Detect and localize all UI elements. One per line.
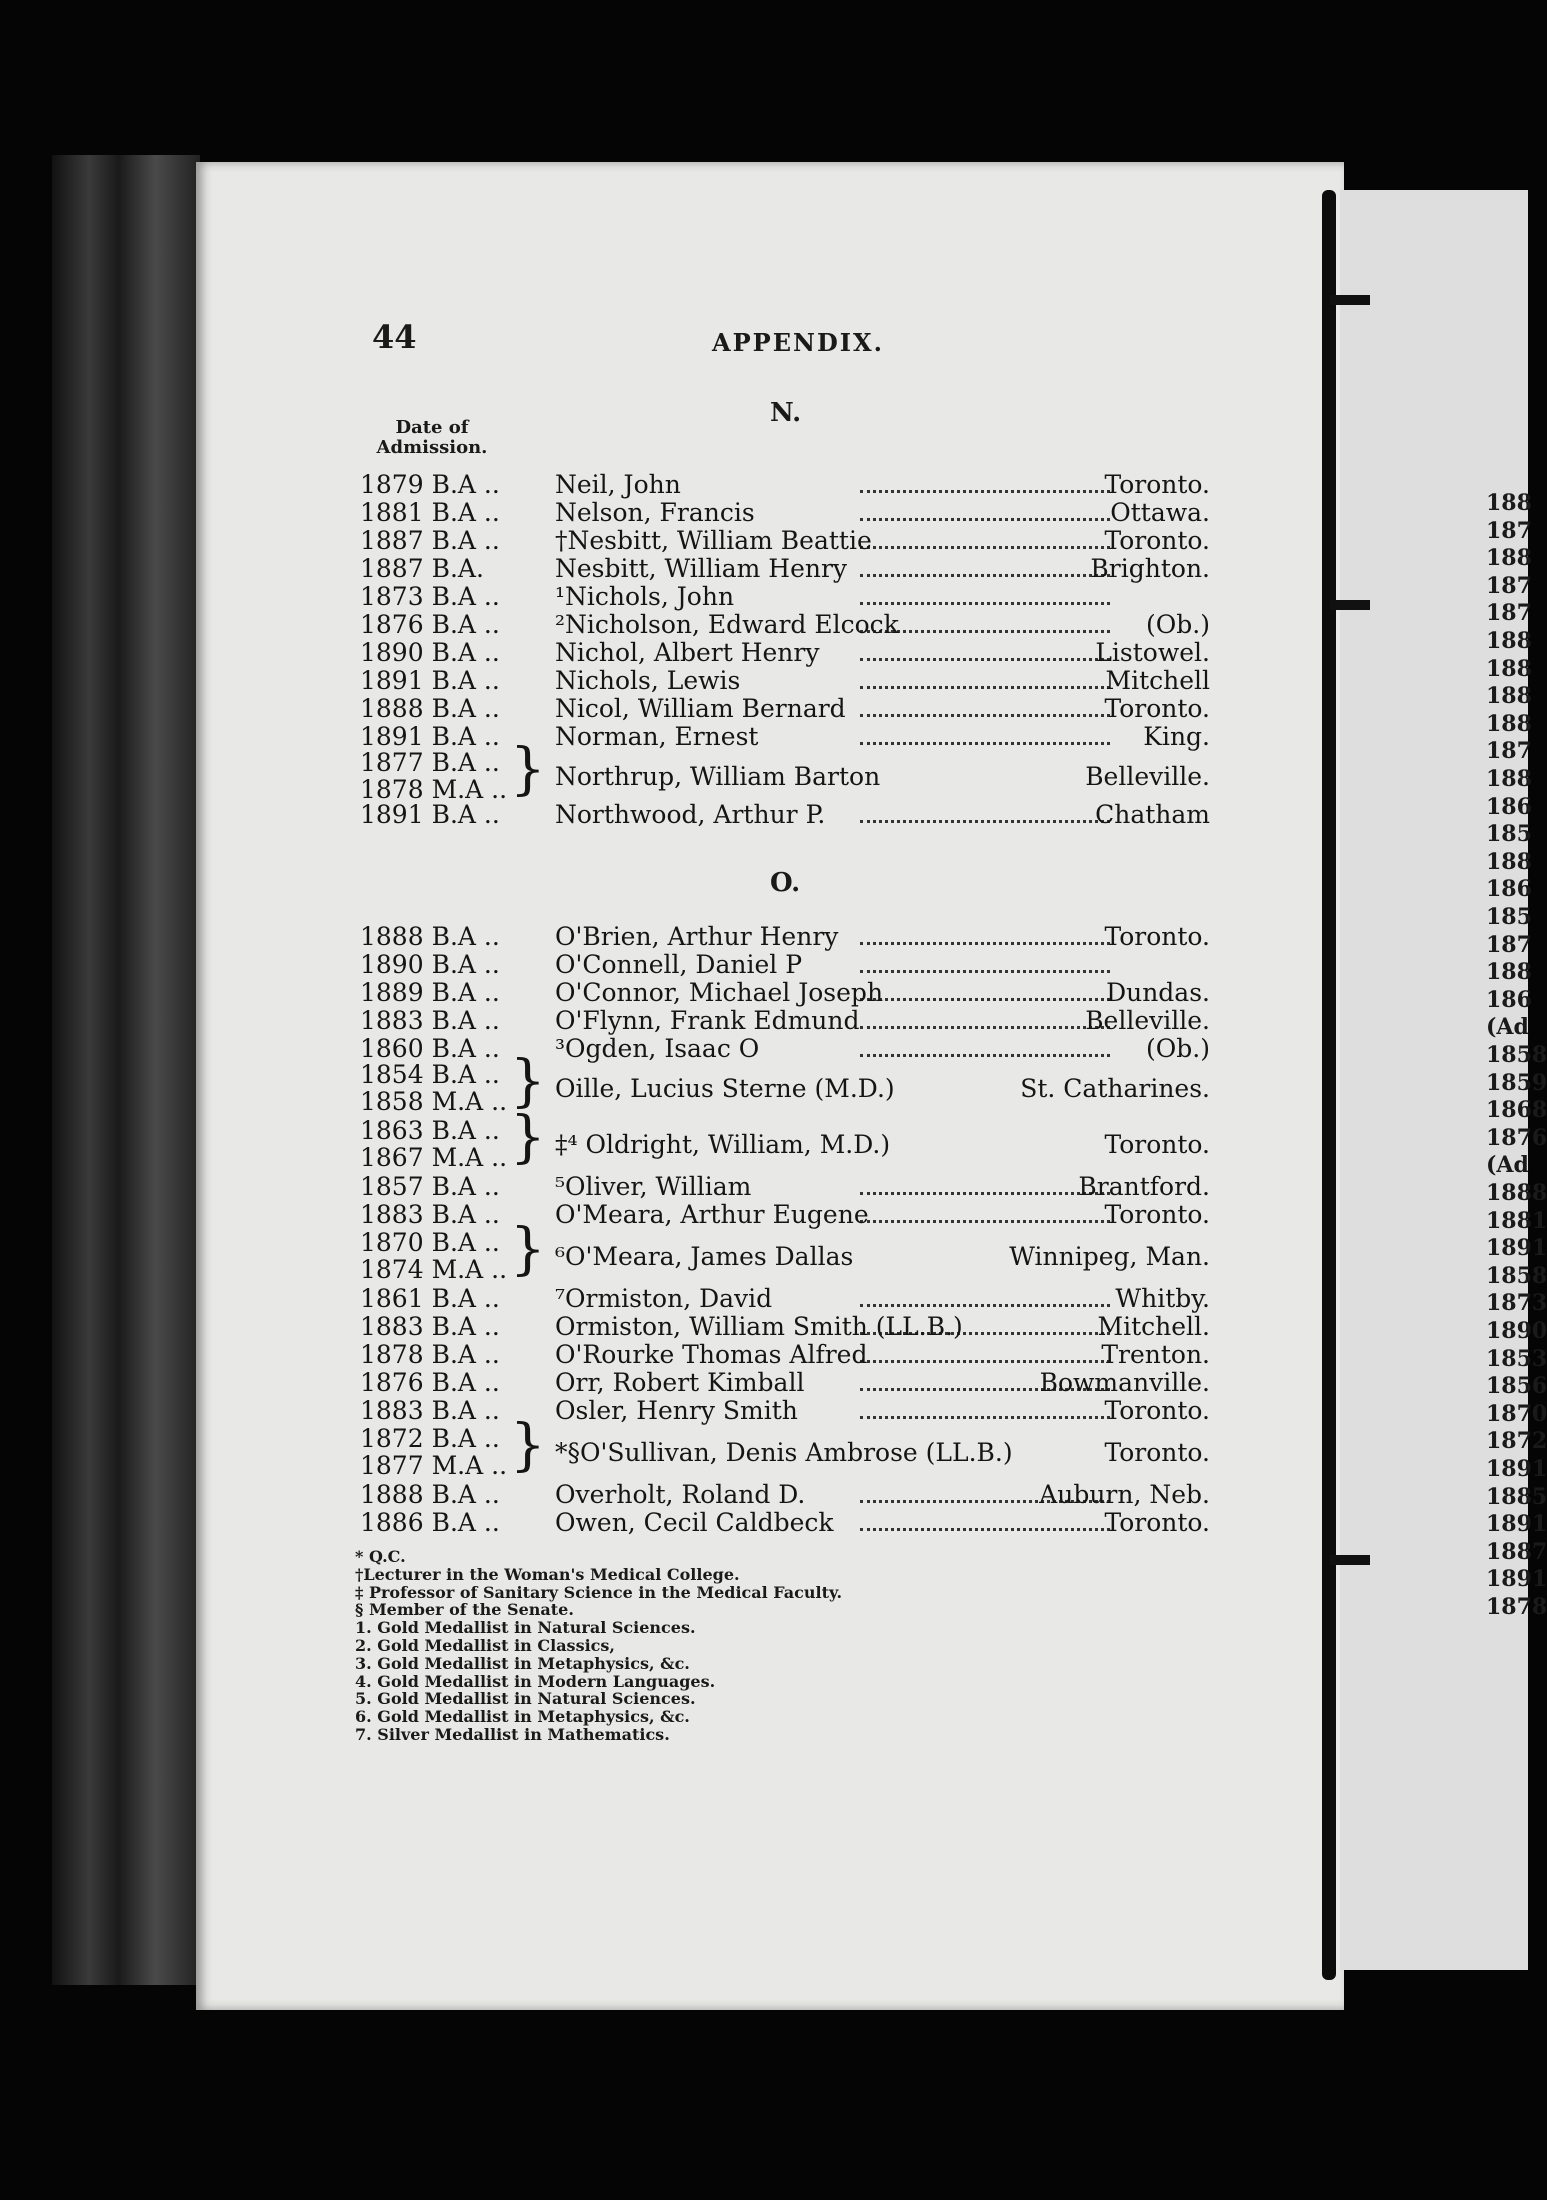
binding-clip bbox=[1330, 1555, 1370, 1565]
entry-name: Owen, Cecil Caldbeck bbox=[555, 1508, 834, 1537]
section-letter-o: O. bbox=[770, 868, 801, 898]
binding-clip bbox=[1330, 600, 1370, 610]
entry-date: 1883 B.A .. bbox=[360, 1312, 500, 1341]
entry-name: Nichol, Albert Henry bbox=[555, 638, 820, 667]
brace-mark: } bbox=[510, 1105, 546, 1170]
entry-name: Nelson, Francis bbox=[555, 498, 755, 527]
entry-name: ⁷Ormiston, David bbox=[555, 1284, 773, 1313]
entry-date: 1858 M.A .. bbox=[360, 1087, 508, 1116]
entry-place: Trenton. bbox=[1101, 1340, 1210, 1369]
brace-mark: } bbox=[510, 1217, 546, 1282]
entry-place: Listowel. bbox=[1095, 638, 1210, 667]
list-entry bbox=[360, 526, 1210, 554]
column-header bbox=[372, 418, 492, 458]
entry-place: Belleville. bbox=[1085, 762, 1210, 791]
right-page-date: 1891 bbox=[1486, 1235, 1547, 1262]
entry-date: 1857 B.A .. bbox=[360, 1172, 500, 1201]
entry-date: 1891 B.A .. bbox=[360, 722, 500, 751]
list-entry bbox=[360, 1312, 1210, 1340]
entry-date: 1886 B.A .. bbox=[360, 1508, 500, 1537]
entry-name: O'Connor, Michael Joseph bbox=[555, 978, 884, 1007]
entry-place: Brighton. bbox=[1090, 554, 1210, 583]
right-page-date: 1878 bbox=[1486, 1594, 1547, 1620]
footnotes bbox=[355, 1548, 842, 1744]
list-entry bbox=[360, 1480, 1210, 1508]
right-page-date: 188 bbox=[1486, 628, 1532, 654]
entry-date: 1888 B.A .. bbox=[360, 694, 500, 723]
right-page-date: 187 bbox=[1486, 931, 1532, 958]
entry-name: Nichols, Lewis bbox=[555, 666, 741, 695]
binding-clip bbox=[1330, 295, 1370, 305]
entry-place: Ottawa. bbox=[1110, 498, 1210, 527]
right-page-date: 1858 bbox=[1486, 1262, 1547, 1289]
list-entry bbox=[360, 554, 1210, 582]
entry-place: Toronto. bbox=[1104, 694, 1210, 723]
footnote-line: 1. Gold Medallist in Natural Sciences. bbox=[355, 1618, 696, 1638]
entry-date: 1883 B.A .. bbox=[360, 1396, 500, 1425]
right-page-date: 1876 bbox=[1486, 1124, 1547, 1151]
entry-date: 1878 M.A .. bbox=[360, 775, 508, 804]
right-page-date: 1888 bbox=[1486, 1180, 1547, 1206]
right-page-date: 186 bbox=[1486, 793, 1532, 820]
running-head: APPENDIX. bbox=[712, 328, 884, 357]
entry-name: Orr, Robert Kimball bbox=[555, 1368, 805, 1397]
entry-place: Toronto. bbox=[1104, 922, 1210, 951]
entry-date: 1860 B.A .. bbox=[360, 1034, 500, 1063]
right-page-date: 1868 bbox=[1486, 1097, 1547, 1124]
footnote-line: 5. Gold Medallist in Natural Sciences. bbox=[355, 1689, 696, 1709]
right-page-date: 1891 bbox=[1486, 1566, 1547, 1593]
footnote-line: 3. Gold Medallist in Metaphysics, &c. bbox=[355, 1653, 690, 1673]
list-entry bbox=[360, 922, 1210, 950]
right-page-date: 1885 bbox=[1486, 1483, 1547, 1510]
entry-place: Auburn, Neb. bbox=[1039, 1480, 1210, 1509]
grouped-entry bbox=[360, 1413, 1210, 1480]
right-page-date: 187 bbox=[1486, 600, 1532, 627]
right-page-date: 1890 bbox=[1486, 1318, 1547, 1344]
grouped-entry bbox=[360, 1217, 1210, 1284]
entry-place: Toronto. bbox=[1104, 1130, 1210, 1159]
list-entry bbox=[360, 470, 1210, 498]
entry-date: 1883 B.A .. bbox=[360, 1006, 500, 1035]
right-page-date: 186 bbox=[1486, 876, 1532, 903]
entry-name: Ormiston, William Smith (LL.B.) bbox=[555, 1312, 963, 1341]
entry-date: 1870 B.A .. bbox=[360, 1228, 500, 1257]
right-page-date: 185 bbox=[1486, 904, 1532, 930]
entry-name: Overholt, Roland D. bbox=[555, 1480, 806, 1509]
entry-date: 1874 M.A .. bbox=[360, 1255, 508, 1284]
entry-name: *§O'Sullivan, Denis Ambrose (LL.B.) bbox=[555, 1438, 1013, 1467]
list-entry bbox=[360, 1508, 1210, 1536]
book-edge bbox=[52, 155, 200, 1985]
grouped-entry bbox=[360, 737, 1210, 804]
list-entry bbox=[360, 610, 1210, 638]
list-entry bbox=[360, 1368, 1210, 1396]
list-entry bbox=[360, 1396, 1210, 1424]
entry-place: Brantford. bbox=[1078, 1172, 1210, 1201]
entry-name: Northrup, William Barton bbox=[555, 762, 881, 791]
right-page-date: 1870 bbox=[1486, 1400, 1547, 1427]
right-page-date: 1853 bbox=[1486, 1345, 1547, 1372]
list-entry bbox=[360, 1200, 1210, 1228]
list-entry bbox=[360, 694, 1210, 722]
list-entry bbox=[360, 722, 1210, 750]
binding-cord bbox=[1322, 190, 1336, 1980]
entry-place: Mitchell bbox=[1105, 666, 1210, 695]
right-page-date: 188 bbox=[1486, 545, 1532, 572]
entry-place: King. bbox=[1143, 722, 1210, 751]
entry-place: Dundas. bbox=[1106, 978, 1210, 1007]
right-page-date: 187 bbox=[1486, 738, 1532, 765]
entry-place: Toronto. bbox=[1104, 1200, 1210, 1229]
entry-date: 1867 M.A .. bbox=[360, 1143, 508, 1172]
entry-place: Winnipeg, Man. bbox=[1009, 1242, 1210, 1271]
grouped-entry bbox=[360, 1105, 1210, 1172]
right-page-date: 187 bbox=[1486, 572, 1532, 599]
entry-name: O'Connell, Daniel P bbox=[555, 950, 803, 979]
footnote-line: 2. Gold Medallist in Classics, bbox=[355, 1635, 615, 1655]
right-page-date: (Ad bbox=[1486, 1014, 1529, 1041]
section-letter-n: N. bbox=[770, 398, 802, 428]
list-entry bbox=[360, 1172, 1210, 1200]
entry-name: ‡⁴ Oldright, William, M.D.) bbox=[555, 1130, 891, 1159]
column-header-line: Date of bbox=[395, 417, 469, 438]
entry-place: Chatham bbox=[1095, 800, 1210, 829]
entry-name: ⁵Oliver, William bbox=[555, 1172, 752, 1201]
entry-place: Toronto. bbox=[1104, 526, 1210, 555]
entry-name: O'Flynn, Frank Edmund bbox=[555, 1006, 860, 1035]
entry-date: 1891 B.A .. bbox=[360, 800, 500, 829]
entry-name: ⁶O'Meara, James Dallas bbox=[555, 1242, 854, 1271]
entry-place: Belleville. bbox=[1085, 1006, 1210, 1035]
entry-name: Nesbitt, William Henry bbox=[555, 554, 848, 583]
entry-name: Northwood, Arthur P. bbox=[555, 800, 826, 829]
entry-name: ²Nicholson, Edward Elcock bbox=[555, 610, 899, 639]
entry-date: 1890 B.A .. bbox=[360, 950, 500, 979]
entry-date: 1891 B.A .. bbox=[360, 666, 500, 695]
entry-name: ³Ogden, Isaac O bbox=[555, 1034, 760, 1063]
list-entry bbox=[360, 1006, 1210, 1034]
entry-date: 1878 B.A .. bbox=[360, 1340, 500, 1369]
list-entry bbox=[360, 582, 1210, 610]
entry-date: 1876 B.A .. bbox=[360, 1368, 500, 1397]
right-page-date: 188 bbox=[1486, 766, 1532, 792]
entry-place: Mitchell. bbox=[1097, 1312, 1210, 1341]
entry-date: 1889 B.A .. bbox=[360, 978, 500, 1007]
column-header-line: Admission. bbox=[376, 437, 488, 458]
entry-place: Bowmanville. bbox=[1039, 1368, 1210, 1397]
footnote-line: § Member of the Senate. bbox=[355, 1600, 574, 1620]
list-entry bbox=[360, 498, 1210, 526]
footnote-line: ‡ Professor of Sanitary Science in the Medical Faculty. bbox=[355, 1582, 843, 1602]
entry-date: 1873 B.A .. bbox=[360, 582, 500, 611]
list-entry bbox=[360, 666, 1210, 694]
entry-place: Toronto. bbox=[1104, 1396, 1210, 1425]
entry-date: 1879 B.A .. bbox=[360, 470, 500, 499]
right-page-date: 1891 bbox=[1486, 1456, 1547, 1482]
entry-date: 1854 B.A .. bbox=[360, 1060, 500, 1089]
right-page-date: 185 bbox=[1486, 821, 1532, 848]
entry-name: ¹Nichols, John bbox=[555, 582, 735, 611]
entry-place: St. Catharines. bbox=[1020, 1074, 1210, 1103]
right-page-date: 1891 bbox=[1486, 1511, 1547, 1538]
right-page-date: 188 bbox=[1486, 655, 1532, 682]
footnote-line: 6. Gold Medallist in Metaphysics, &c. bbox=[355, 1707, 690, 1727]
entry-date: 1872 B.A .. bbox=[360, 1424, 500, 1453]
list-entry bbox=[360, 1340, 1210, 1368]
entry-name: Neil, John bbox=[555, 470, 681, 499]
entry-name: O'Meara, Arthur Eugene bbox=[555, 1200, 869, 1229]
entry-place: (Ob.) bbox=[1146, 610, 1210, 639]
right-page-date: (Ad bbox=[1486, 1152, 1529, 1179]
footnote-line: 4. Gold Medallist in Modern Languages. bbox=[355, 1671, 716, 1691]
right-page-date: 1856 bbox=[1486, 1373, 1547, 1400]
entry-name: Oille, Lucius Sterne (M.D.) bbox=[555, 1074, 895, 1103]
grouped-entry bbox=[360, 1049, 1210, 1116]
right-page-date: 1858 bbox=[1486, 1042, 1547, 1068]
entry-name: Nicol, William Bernard bbox=[555, 694, 846, 723]
right-page-date: 188 bbox=[1486, 848, 1532, 875]
footnote-line: †Lecturer in the Woman's Medical College. bbox=[355, 1564, 740, 1584]
footnote-line: 7. Silver Medallist in Mathematics. bbox=[355, 1724, 670, 1744]
entry-date: 1887 B.A .. bbox=[360, 526, 500, 555]
entry-place: (Ob.) bbox=[1146, 1034, 1210, 1063]
brace-mark: } bbox=[510, 737, 546, 802]
right-page-date: 1872 bbox=[1486, 1428, 1547, 1455]
entry-date: 1863 B.A .. bbox=[360, 1116, 500, 1145]
right-page-date: 186 bbox=[1486, 986, 1532, 1013]
entry-date: 1861 B.A .. bbox=[360, 1284, 500, 1313]
list-entry bbox=[360, 950, 1210, 978]
entry-date: 1887 B.A. bbox=[360, 554, 484, 583]
right-page-date: 1887 bbox=[1486, 1538, 1547, 1565]
entry-date: 1888 B.A .. bbox=[360, 922, 500, 951]
entry-name: O'Brien, Arthur Henry bbox=[555, 922, 839, 951]
entry-date: 1876 B.A .. bbox=[360, 610, 500, 639]
right-page-date: 188 bbox=[1486, 683, 1532, 710]
right-page-date: 188 bbox=[1486, 710, 1532, 737]
right-page-date: 188 bbox=[1486, 959, 1532, 986]
right-page-date: 1873 bbox=[1486, 1290, 1547, 1317]
entry-name: O'Rourke Thomas Alfred bbox=[555, 1340, 868, 1369]
entry-date: 1883 B.A .. bbox=[360, 1200, 500, 1229]
entry-date: 1881 B.A .. bbox=[360, 498, 500, 527]
page-number: 44 bbox=[372, 318, 417, 356]
list-entry bbox=[360, 638, 1210, 666]
entry-name: Osler, Henry Smith bbox=[555, 1396, 798, 1425]
entry-name: †Nesbitt, William Beattie bbox=[555, 526, 872, 555]
entry-date: 1890 B.A .. bbox=[360, 638, 500, 667]
list-entry bbox=[360, 978, 1210, 1006]
right-page-date: 1859 bbox=[1486, 1069, 1547, 1096]
entry-place: Toronto. bbox=[1104, 470, 1210, 499]
list-entry bbox=[360, 800, 1210, 828]
entry-date: 1888 B.A .. bbox=[360, 1480, 500, 1509]
entry-date: 1877 B.A .. bbox=[360, 748, 500, 777]
entry-date: 1877 M.A .. bbox=[360, 1451, 508, 1480]
list-entry bbox=[360, 1034, 1210, 1062]
entry-place: Toronto. bbox=[1104, 1508, 1210, 1537]
entry-place: Whitby. bbox=[1115, 1284, 1210, 1313]
footnote-line: * Q.C. bbox=[355, 1547, 406, 1566]
brace-mark: } bbox=[510, 1413, 546, 1478]
brace-mark: } bbox=[510, 1049, 546, 1114]
entry-place: Toronto. bbox=[1104, 1438, 1210, 1467]
right-page-date: 188 bbox=[1486, 490, 1532, 516]
entry-name: Norman, Ernest bbox=[555, 722, 759, 751]
right-page-date: 187 bbox=[1486, 517, 1532, 544]
list-entry bbox=[360, 1284, 1210, 1312]
right-page-date: 1881 bbox=[1486, 1207, 1547, 1234]
